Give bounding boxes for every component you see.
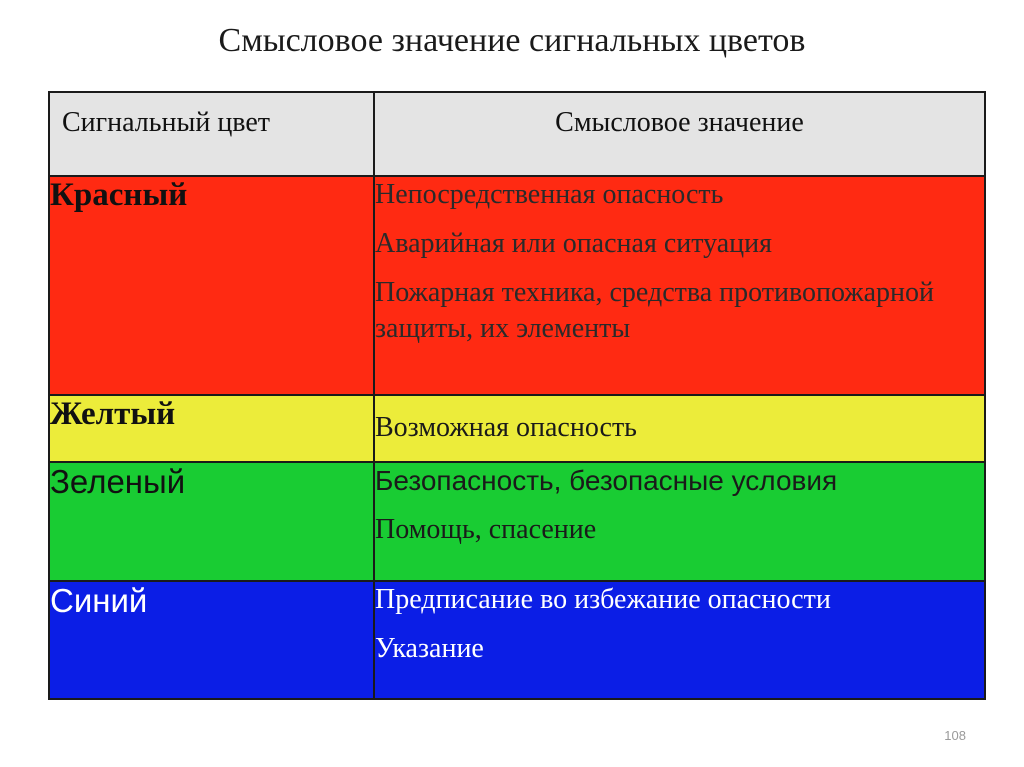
color-name-blue: Синий: [49, 581, 374, 699]
header-signal-color: Сигнальный цвет: [49, 92, 374, 176]
meaning-item: Возможная опасность: [375, 412, 637, 443]
row-blue: [49, 581, 985, 699]
meaning-item: Непосредственная опасность: [375, 179, 724, 210]
meanings-blue: [374, 581, 985, 699]
meaning-item: Помощь, спасение: [375, 514, 597, 545]
meanings-green: [374, 462, 985, 581]
color-name-green: Зеленый: [49, 462, 374, 581]
meaning-item: Безопасность, безопасные условия: [375, 465, 838, 496]
table-header-row: [49, 92, 985, 176]
page-number: 108: [944, 728, 966, 743]
color-name-yellow: Желтый: [49, 395, 374, 462]
row-green: [49, 462, 985, 581]
row-yellow: [49, 395, 985, 462]
meaning-item: Аварийная или опасная ситуация: [375, 228, 773, 259]
header-meaning: Смысловое значение: [374, 92, 985, 176]
meaning-item: Предписание во избежание опасности: [375, 584, 831, 615]
meanings-red: [374, 176, 985, 395]
signal-colors-table: [48, 91, 986, 700]
meanings-yellow: [374, 395, 985, 462]
slide-title: Смысловое значение сигнальных цветов: [218, 22, 806, 59]
meaning-item: Пожарная техника, средства противопожарной защиты, их элементы: [375, 277, 935, 344]
row-red: [49, 176, 985, 395]
meaning-item: Указание: [375, 633, 484, 664]
color-name-red: Красный: [49, 176, 374, 395]
